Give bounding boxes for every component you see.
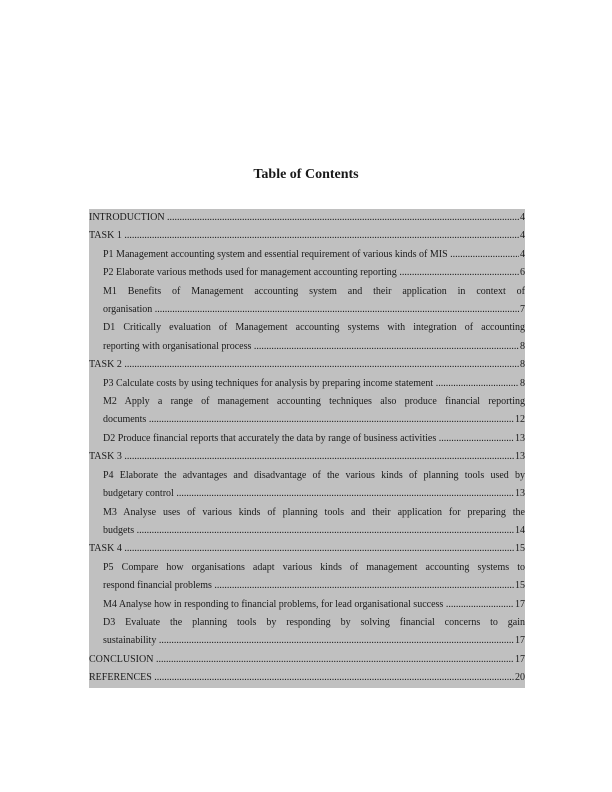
toc-entry-label: budgetary control [103, 488, 174, 500]
toc-leader [103, 411, 525, 429]
toc-entry-label: REFERENCES [89, 672, 152, 684]
toc-leader [103, 430, 525, 448]
toc-entry-m1[interactable] [89, 283, 525, 320]
toc-entry-references[interactable] [89, 669, 525, 687]
toc-entry-label: M4 Analyse how in responding to financial problems, for lead organisational success [103, 598, 444, 610]
toc-page-number: 15 [514, 577, 525, 595]
toc-entry-label-line1: D1 Critically evaluation of Management accounting systems with integration of accounting [103, 322, 525, 334]
toc-entry-label-line1: M3 Analyse uses of various kinds of planning tools and their application for preparing the [103, 506, 525, 518]
toc-entry-conclusion[interactable] [89, 651, 525, 669]
toc-entry-label: documents [103, 414, 147, 426]
toc-leader [89, 209, 525, 227]
toc-leader [103, 264, 525, 282]
toc-page-number: 4 [519, 227, 525, 245]
toc-entry-p1[interactable] [89, 246, 525, 264]
toc-entry-label: D2 Produce financial reports that accurately the data by range of business activities [103, 432, 437, 444]
toc-entry-m4[interactable] [89, 596, 525, 614]
toc-leader [103, 522, 525, 540]
toc-page-number: 12 [514, 411, 525, 429]
toc-entry-task-4[interactable] [89, 540, 525, 558]
toc-entry-m2[interactable] [89, 393, 525, 430]
page-title: Table of Contents [253, 167, 359, 182]
toc-page-number: 17 [514, 632, 525, 650]
toc-page-number: 20 [514, 669, 525, 687]
toc-entry-task-3[interactable] [89, 448, 525, 466]
toc-entry-label-line1: D3 Evaluate the planning tools by responding by solving financial concerns to gain [103, 616, 525, 628]
toc-page-number: 8 [519, 356, 525, 374]
toc-leader [89, 651, 525, 669]
toc-entry-d3[interactable] [89, 614, 525, 651]
toc-page-number: 13 [514, 448, 525, 466]
toc-page-number: 8 [519, 375, 525, 393]
toc-entry-task-2[interactable] [89, 356, 525, 374]
toc-leader [89, 669, 525, 687]
toc-entry-label: P2 Elaborate various methods used for management accounting reporting [103, 267, 397, 279]
toc-entry-label-line1: P4 Elaborate the advantages and disadvantage of the various kinds of planning tools used by [103, 469, 525, 481]
toc-entry-label: organisation [103, 304, 153, 316]
toc-entry-introduction[interactable] [89, 209, 525, 227]
toc-page-number: 15 [514, 540, 525, 558]
toc-entry-p5[interactable] [89, 559, 525, 596]
toc-entry-task-1[interactable] [89, 227, 525, 245]
toc-leader [103, 338, 525, 356]
toc-page-number: 13 [514, 430, 525, 448]
toc-entry-label: P3 Calculate costs by using techniques for analysis by preparing income statement [103, 377, 434, 389]
toc-leader [103, 596, 525, 614]
toc-leader [103, 246, 525, 264]
toc-page-number: 8 [519, 338, 525, 356]
toc-entry-p3[interactable] [89, 375, 525, 393]
toc-page-number: 4 [519, 246, 525, 264]
toc-entry-label: sustainability [103, 635, 157, 647]
toc-leader [89, 540, 525, 558]
toc-page-number: 4 [519, 209, 525, 227]
toc-leader [89, 356, 525, 374]
toc-entry-m3[interactable] [89, 504, 525, 541]
toc-entry-label: reporting with organisational process [103, 340, 252, 352]
toc-page-number: 7 [519, 301, 525, 319]
toc-leader [103, 301, 525, 319]
toc-leader [89, 448, 525, 466]
toc-page-number: 17 [514, 596, 525, 614]
toc-entry-p2[interactable] [89, 264, 525, 282]
toc-entry-label-line1: P5 Compare how organisations adapt various kinds of management accounting systems to [103, 561, 525, 573]
toc-page-number: 17 [514, 651, 525, 669]
toc-entry-label: TASK 1 [89, 230, 122, 242]
toc-entry-label: TASK 3 [89, 451, 122, 463]
toc-leader [103, 577, 525, 595]
toc-leader [103, 485, 525, 503]
toc-entry-d1[interactable] [89, 319, 525, 356]
toc-leader [103, 375, 525, 393]
toc-leader [89, 227, 525, 245]
toc-page-number: 13 [514, 485, 525, 503]
toc-entry-label: budgets [103, 524, 135, 536]
toc-page-number: 6 [519, 264, 525, 282]
toc-entry-label-line1: M2 Apply a range of management accounting techniques also produce financial reporting [103, 396, 525, 408]
toc-entry-label: TASK 4 [89, 543, 122, 555]
toc-leader [103, 632, 525, 650]
toc-entry-label: TASK 2 [89, 359, 122, 371]
toc-entry-label: respond financial problems [103, 580, 212, 592]
table-of-contents [89, 209, 525, 688]
toc-entry-label-line1: M1 Benefits of Management accounting system and their application in context of [103, 285, 525, 297]
toc-entry-label: CONCLUSION [89, 653, 154, 665]
toc-entry-label: INTRODUCTION [89, 212, 165, 223]
toc-entry-label: P1 Management accounting system and essential requirement of various kinds of MIS [103, 248, 448, 260]
toc-entry-d2[interactable] [89, 430, 525, 448]
toc-page-number: 14 [514, 522, 525, 540]
toc-entry-p4[interactable] [89, 467, 525, 504]
